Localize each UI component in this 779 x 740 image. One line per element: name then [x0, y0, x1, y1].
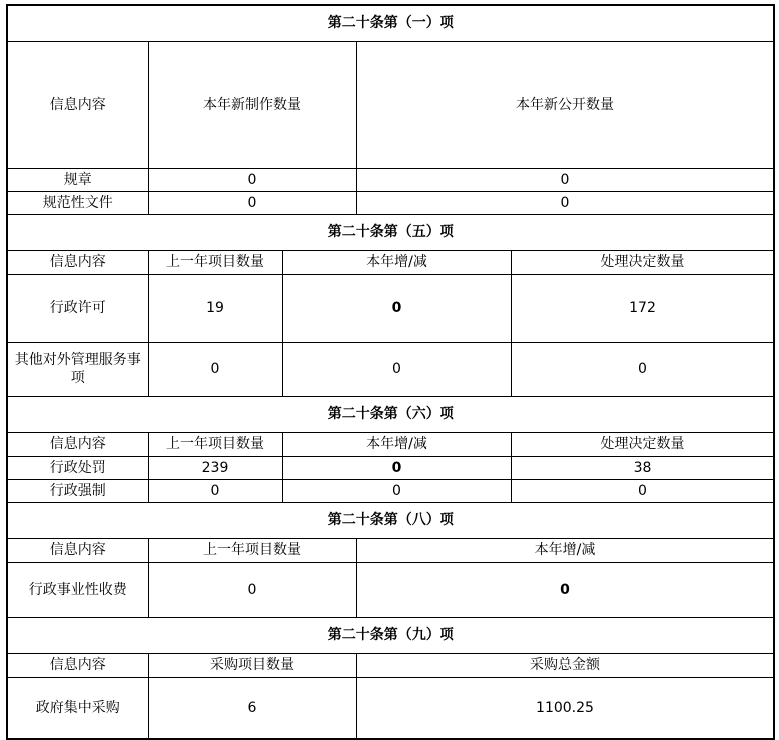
header-prev-year-count: 上一年项目数量 — [148, 250, 282, 274]
section-title-20-6: 第二十条第（六）项 — [7, 396, 774, 432]
table-header-row — [7, 653, 774, 677]
row-label: 规范性文件 — [7, 191, 148, 214]
cell-value: 19 — [148, 274, 282, 342]
row-label: 行政许可 — [7, 274, 148, 342]
section-title-row — [7, 214, 774, 250]
section-title-20-1: 第二十条第（一）项 — [7, 5, 774, 41]
row-label: 行政事业性收费 — [7, 562, 148, 617]
header-info-content: 信息内容 — [7, 538, 148, 562]
cell-value: 38 — [511, 456, 774, 479]
table-row — [7, 562, 774, 617]
section-title-20-5: 第二十条第（五）项 — [7, 214, 774, 250]
header-change: 本年增/减 — [282, 250, 511, 274]
cell-value: 0 — [282, 274, 511, 342]
table-header-row — [7, 432, 774, 456]
cell-value: 0 — [511, 479, 774, 502]
header-change: 本年增/减 — [282, 432, 511, 456]
row-label: 行政处罚 — [7, 456, 148, 479]
cell-value: 0 — [511, 342, 774, 396]
cell-value: 0 — [282, 456, 511, 479]
row-label: 规章 — [7, 168, 148, 191]
table-header-row — [7, 41, 774, 168]
row-label: 其他对外管理服务事项 — [7, 342, 148, 396]
header-procurement-count: 采购项目数量 — [148, 653, 356, 677]
cell-value: 0 — [356, 562, 774, 617]
cell-value: 6 — [148, 677, 356, 739]
table-row — [7, 456, 774, 479]
cell-value: 0 — [148, 342, 282, 396]
table-row — [7, 191, 774, 214]
table-row — [7, 274, 774, 342]
cell-value: 1100.25 — [356, 677, 774, 739]
cell-value: 0 — [282, 479, 511, 502]
header-info-content: 信息内容 — [7, 432, 148, 456]
cell-value: 239 — [148, 456, 282, 479]
table-row — [7, 677, 774, 739]
cell-value: 0 — [148, 191, 356, 214]
header-procurement-total: 采购总金额 — [356, 653, 774, 677]
header-decision-count: 处理决定数量 — [511, 432, 774, 456]
table-row — [7, 168, 774, 191]
row-label: 行政强制 — [7, 479, 148, 502]
table-row — [7, 342, 774, 396]
section-title-row — [7, 617, 774, 653]
header-change: 本年增/减 — [356, 538, 774, 562]
header-info-content: 信息内容 — [7, 41, 148, 168]
section-title-row — [7, 396, 774, 432]
cell-value: 0 — [148, 562, 356, 617]
header-new-public-count: 本年新公开数量 — [356, 41, 774, 168]
table-header-row — [7, 250, 774, 274]
table-header-row — [7, 538, 774, 562]
header-prev-year-count: 上一年项目数量 — [148, 432, 282, 456]
header-info-content: 信息内容 — [7, 250, 148, 274]
header-prev-year-count: 上一年项目数量 — [148, 538, 356, 562]
section-title-row — [7, 5, 774, 41]
header-info-content: 信息内容 — [7, 653, 148, 677]
row-label: 政府集中采购 — [7, 677, 148, 739]
cell-value: 0 — [148, 479, 282, 502]
cell-value: 0 — [282, 342, 511, 396]
section-title-row — [7, 502, 774, 538]
table-row — [7, 479, 774, 502]
section-title-20-8: 第二十条第（八）项 — [7, 502, 774, 538]
disclosure-table — [6, 4, 775, 740]
header-decision-count: 处理决定数量 — [511, 250, 774, 274]
cell-value: 0 — [356, 191, 774, 214]
cell-value: 0 — [356, 168, 774, 191]
cell-value: 172 — [511, 274, 774, 342]
cell-value: 0 — [148, 168, 356, 191]
header-new-made-count: 本年新制作数量 — [148, 41, 356, 168]
section-title-20-9: 第二十条第（九）项 — [7, 617, 774, 653]
